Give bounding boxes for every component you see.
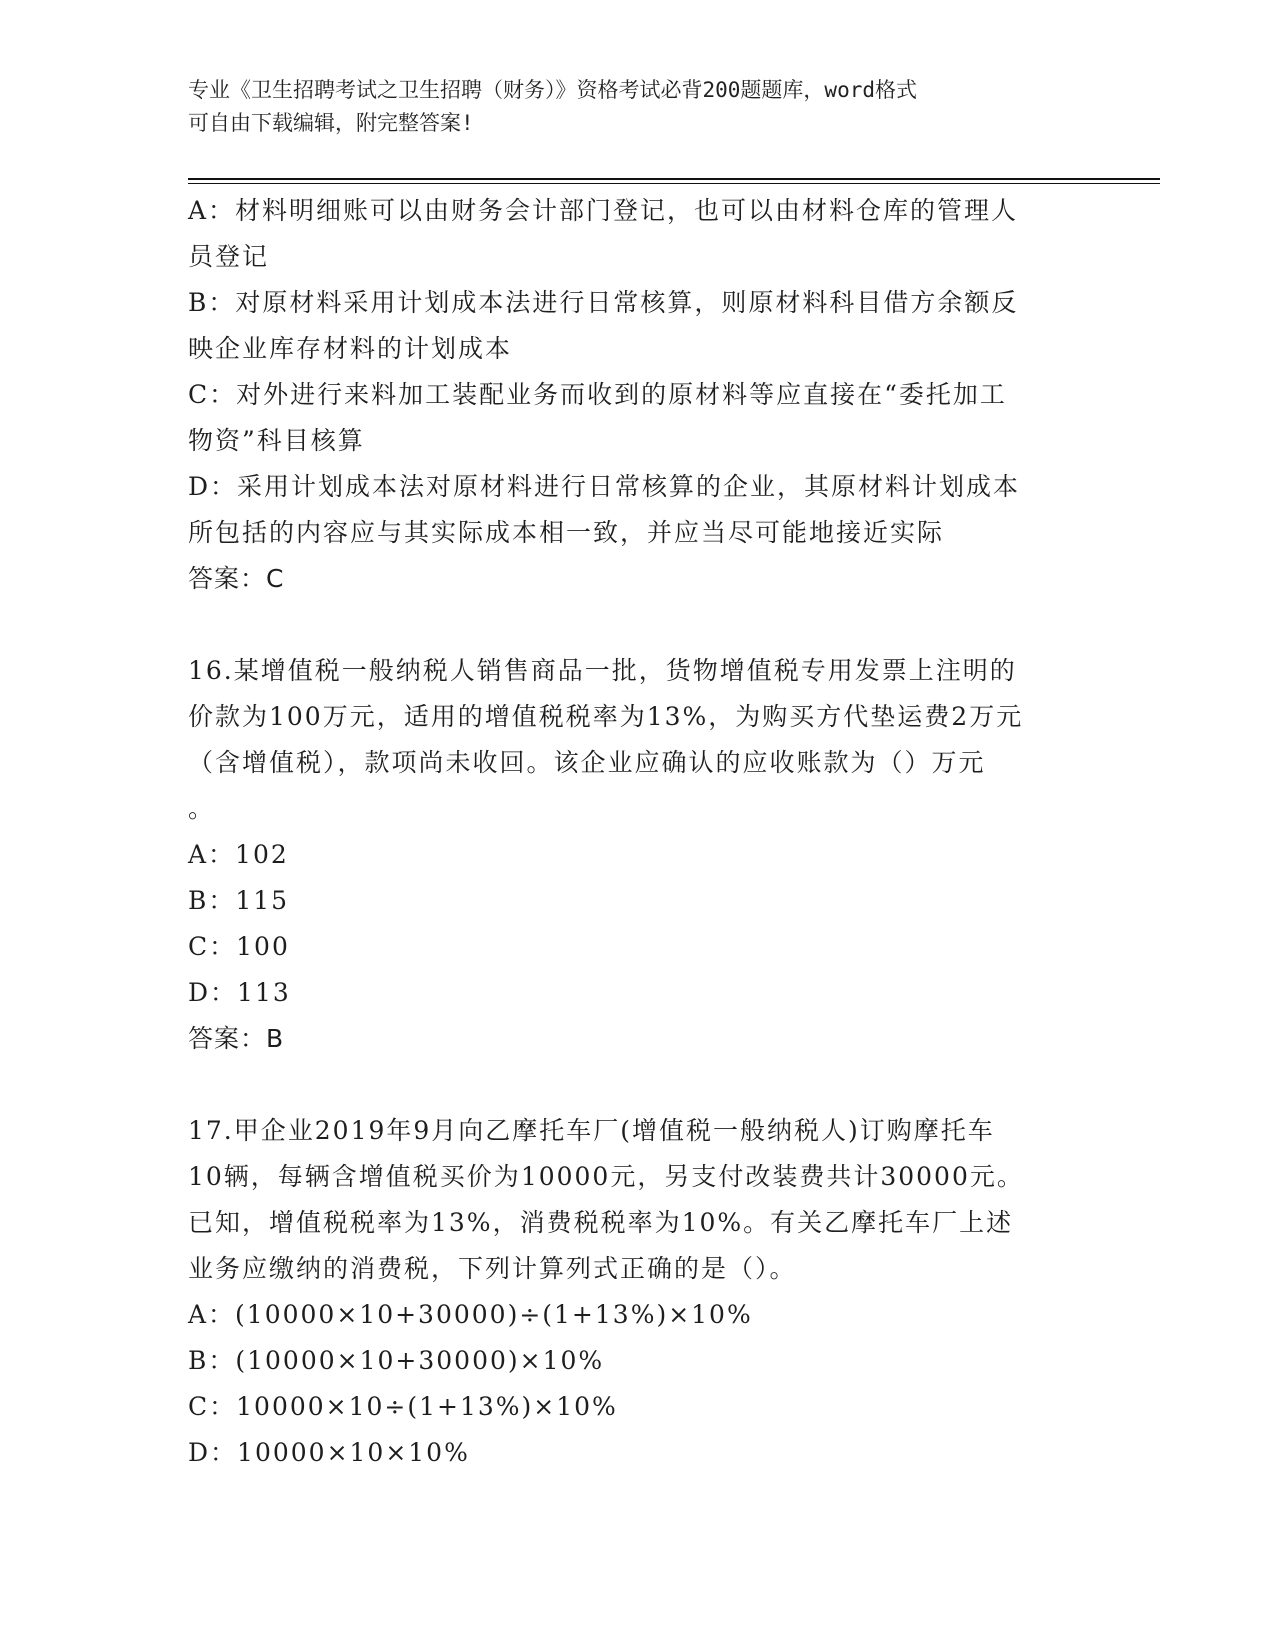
header-title-line-1: 专业《卫生招聘考试之卫生招聘（财务）》资格考试必背200题题库，word格式 bbox=[188, 78, 917, 102]
option-c bbox=[188, 372, 1088, 464]
question-stem-line: 16.某增值税一般纳税人销售商品一批，货物增值税专用发票上注明的 bbox=[188, 656, 1017, 685]
question-15 bbox=[188, 188, 1088, 602]
option-d: D：113 bbox=[188, 978, 291, 1007]
question-stem-line: 价款为100万元，适用的增值税税率为13%，为购买方代垫运费2万元 bbox=[188, 702, 1024, 731]
question-stem-line: 17.甲企业2019年9月向乙摩托车厂(增值税一般纳税人)订购摩托车 bbox=[188, 1116, 995, 1145]
document-header bbox=[188, 74, 1088, 140]
option-line: B：对原材料采用计划成本法进行日常核算，则原材料科目借方余额反 bbox=[188, 288, 1019, 317]
option-line: 所包括的内容应与其实际成本相一致，并应当尽可能地接近实际 bbox=[188, 518, 945, 547]
option-line: C：对外进行来料加工装配业务而收到的原材料等应直接在“委托加工 bbox=[188, 380, 1007, 409]
option-line: A：材料明细账可以由财务会计部门登记，也可以由材料仓库的管理人 bbox=[188, 196, 1019, 225]
question-16 bbox=[188, 648, 1088, 1062]
option-a bbox=[188, 188, 1088, 280]
spacer bbox=[188, 1062, 1088, 1108]
option-a: A：(10000×10+30000)÷(1+13%)×10% bbox=[188, 1300, 753, 1329]
document-body bbox=[188, 188, 1088, 1476]
option-b: B：115 bbox=[188, 886, 290, 915]
option-line: 映企业库存材料的计划成本 bbox=[188, 334, 513, 363]
answer-label: 答案：C bbox=[188, 564, 285, 593]
option-c: C：100 bbox=[188, 932, 290, 961]
question-stem-line: 10辆，每辆含增值税买价为10000元，另支付改装费共计30000元。 bbox=[188, 1162, 1024, 1191]
option-d: D：10000×10×10% bbox=[188, 1438, 470, 1467]
question-stem-line: 已知，增值税税率为13%，消费税税率为10%。有关乙摩托车厂上述 bbox=[188, 1208, 1014, 1237]
question-17 bbox=[188, 1108, 1088, 1476]
option-b: B：(10000×10+30000)×10% bbox=[188, 1346, 605, 1375]
header-title-line-2: 可自由下载编辑，附完整答案! bbox=[188, 111, 474, 135]
option-line: 员登记 bbox=[188, 242, 270, 271]
question-stem-line: （含增值税），款项尚未收回。该企业应确认的应收账款为（）万元 bbox=[188, 748, 986, 777]
spacer bbox=[188, 602, 1088, 648]
option-d bbox=[188, 464, 1088, 556]
answer-label: 答案：B bbox=[188, 1024, 285, 1053]
option-a: A：102 bbox=[188, 840, 289, 869]
header-divider-thin bbox=[188, 183, 1160, 184]
option-line: D：采用计划成本法对原材料进行日常核算的企业，其原材料计划成本 bbox=[188, 472, 1021, 501]
question-stem-line: 业务应缴纳的消费税，下列计算列式正确的是（）。 bbox=[188, 1254, 797, 1283]
header-divider-thick bbox=[188, 178, 1160, 180]
option-line: 物资”科目核算 bbox=[188, 426, 365, 455]
question-stem-line: 。 bbox=[188, 794, 216, 823]
option-b bbox=[188, 280, 1088, 372]
option-c: C：10000×10÷(1+13%)×10% bbox=[188, 1392, 618, 1421]
